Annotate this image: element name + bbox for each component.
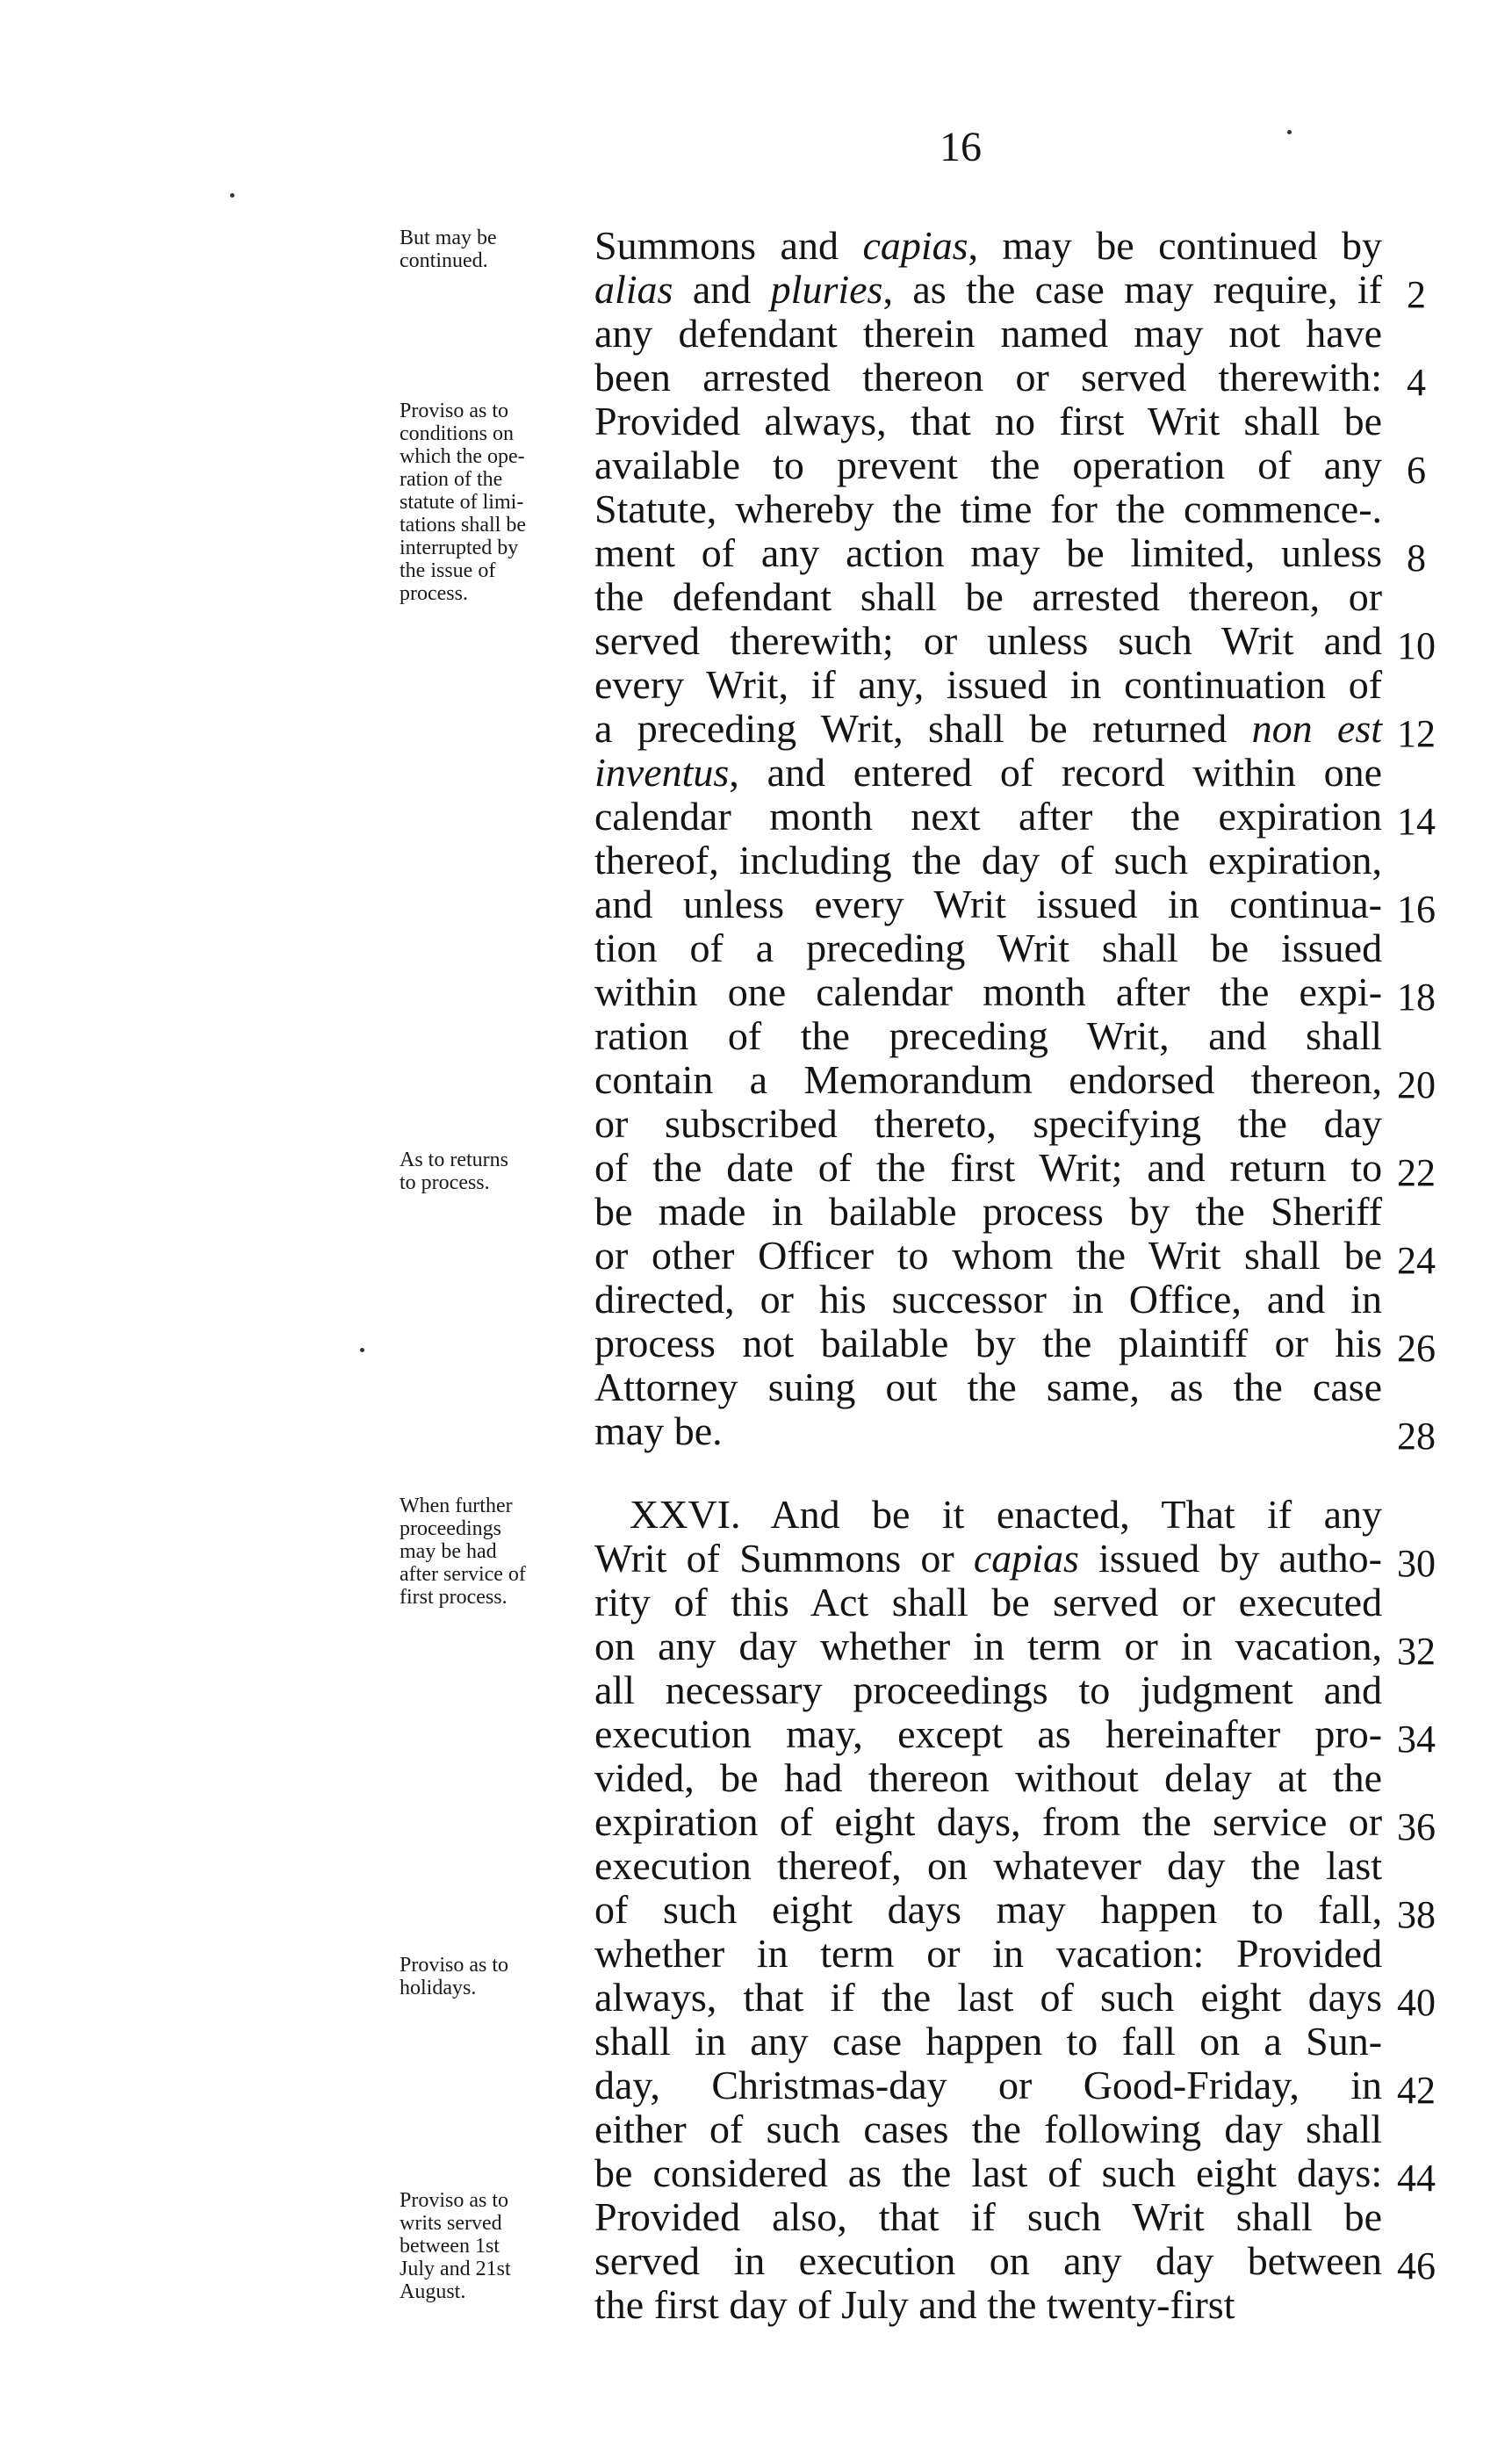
body-line: Provided always, that no first Writ shall be: [594, 399, 1383, 443]
line-number: 8: [1407, 537, 1426, 580]
body-line: or subscribed thereto, specifying the day: [594, 1101, 1383, 1146]
body-line: served in execution on any day between: [594, 2238, 1383, 2283]
line-number: 12: [1397, 712, 1436, 755]
margin-note: [400, 1495, 593, 1609]
body-line: ration of the preceding Writ, and shall: [594, 1013, 1383, 1058]
body-line: available to prevent the operation of any: [594, 443, 1383, 487]
body-line: rity of this Act shall be served or executed: [594, 1580, 1383, 1624]
line-number: 2: [1407, 273, 1426, 316]
body-line: be considered as the last of such eight days:: [594, 2150, 1383, 2195]
body-line: shall in any case happen to fall on a Sun-: [594, 2019, 1383, 2064]
body-line: the first day of July and the twenty-first: [594, 2282, 1235, 2327]
ink-speck: [1287, 130, 1292, 134]
body-line: all necessary proceedings to judgment and: [594, 1667, 1382, 1712]
margin-note-line: Proviso as to: [400, 400, 509, 422]
margin-note-line: the issue of: [400, 559, 496, 582]
ink-speck: [360, 1348, 364, 1352]
body-line: Attorney suing out the same, as the case: [594, 1365, 1383, 1409]
body-line: ment of any action may be limited, unless: [594, 530, 1383, 575]
body-line: of such eight days may happen to fall,: [594, 1887, 1383, 1932]
body-line: and unless every Writ issued in continua-: [594, 882, 1382, 926]
body-line: served therewith; or unless such Writ and: [594, 618, 1383, 663]
margin-note-line: statute of limi-: [400, 491, 524, 514]
margin-note-line: August.: [400, 2280, 466, 2303]
margin-note-line: tations shall be: [400, 514, 526, 537]
line-number: 26: [1397, 1327, 1436, 1370]
body-line: may be.: [594, 1408, 723, 1453]
margin-note: [400, 227, 593, 272]
body-line: a preceding Writ, shall be returned non est: [594, 706, 1383, 751]
margin-note-line: interrupted by: [400, 537, 519, 559]
margin-note: [400, 2189, 593, 2303]
line-number: 22: [1397, 1151, 1436, 1194]
body-line: of the date of the first Writ; and return to: [594, 1145, 1383, 1190]
line-number: 46: [1397, 2244, 1436, 2287]
body-line: any defendant therein named may not have: [594, 311, 1383, 356]
margin-note: [400, 400, 593, 605]
margin-note-line: may be had: [400, 1540, 497, 1563]
line-number: 28: [1397, 1415, 1436, 1458]
margin-note-line: between 1st: [400, 2235, 500, 2258]
body-line: inventus, and entered of record within one: [594, 750, 1383, 795]
body-line: execution thereof, on whatever day the last: [594, 1843, 1383, 1888]
line-number: 20: [1397, 1063, 1436, 1106]
line-number: 40: [1397, 1981, 1436, 2024]
margin-note-line: after service of: [400, 1563, 526, 1586]
body-line: whether in term or in vacation: Provided: [594, 1931, 1383, 1976]
margin-note: [400, 1149, 593, 1194]
body-line: either of such cases the following day shall: [594, 2107, 1383, 2151]
body-line: on any day whether in term or in vacation,: [594, 1624, 1382, 1668]
margin-note-line: Proviso as to: [400, 1954, 509, 1977]
body-line: thereof, including the day of such expiration,: [594, 838, 1382, 882]
body-line: vided, be had thereon without delay at the: [594, 1755, 1383, 1800]
body-line: Summons and capias, may be continued by: [594, 223, 1383, 268]
margin-note-line: When further: [400, 1495, 513, 1517]
line-number: 42: [1397, 2069, 1436, 2112]
body-line: the defendant shall be arrested thereon, or: [594, 574, 1383, 619]
margin-note-line: ration of the: [400, 468, 503, 491]
line-number: 6: [1407, 449, 1426, 492]
margin-note-line: As to returns: [400, 1149, 508, 1171]
line-number: 24: [1397, 1239, 1436, 1282]
margin-note-line: Proviso as to: [400, 2189, 509, 2212]
margin-note-line: continued.: [400, 249, 488, 272]
body-line: be made in bailable process by the Sheriff: [594, 1189, 1383, 1234]
body-line: always, that if the last of such eight days: [594, 1975, 1383, 2020]
body-line: calendar month next after the expiration: [594, 794, 1383, 839]
margin-note-line: proceedings: [400, 1517, 501, 1540]
line-number: 44: [1397, 2157, 1436, 2200]
page-number: 16: [940, 124, 982, 170]
body-line: Writ of Summons or capias issued by autho-: [594, 1536, 1382, 1581]
line-number: 14: [1397, 800, 1436, 843]
body-line: contain a Memorandum endorsed thereon,: [594, 1057, 1383, 1102]
body-line: every Writ, if any, issued in continuation of: [594, 662, 1383, 707]
body-line: execution may, except as hereinafter pro-: [594, 1711, 1383, 1756]
margin-note-line: which the ope-: [400, 445, 525, 468]
line-number: 16: [1397, 888, 1436, 931]
line-number: 38: [1397, 1893, 1436, 1936]
body-line: alias and pluries, as the case may require, if: [594, 267, 1383, 312]
margin-note-line: to process.: [400, 1171, 490, 1194]
line-number: 4: [1407, 361, 1426, 404]
margin-note-line: holidays.: [400, 1977, 477, 1999]
body-line: directed, or his successor in Office, and in: [594, 1277, 1383, 1322]
body-line: Statute, whereby the time for the commence-.: [594, 486, 1383, 531]
line-number: 18: [1397, 976, 1436, 1019]
margin-note-line: writs served: [400, 2212, 502, 2235]
line-number: 30: [1397, 1542, 1436, 1585]
line-number: 10: [1397, 624, 1436, 667]
margin-note: [400, 1954, 593, 1999]
body-line: or other Officer to whom the Writ shall be: [594, 1233, 1382, 1278]
body-line: been arrested thereon or served therewith:: [594, 355, 1383, 400]
body-line: XXVI. And be it enacted, That if any: [630, 1492, 1383, 1537]
body-line: Provided also, that if such Writ shall be: [594, 2194, 1383, 2239]
body-line: within one calendar month after the expi-: [594, 969, 1383, 1014]
margin-note-line: process.: [400, 582, 468, 605]
line-number: 34: [1397, 1718, 1436, 1761]
margin-note-line: But may be: [400, 227, 497, 249]
line-number: 36: [1397, 1805, 1436, 1848]
body-line: expiration of eight days, from the service or: [594, 1799, 1383, 1844]
body-line: day, Christmas-day or Good-Friday, in: [594, 2063, 1382, 2107]
margin-note-line: conditions on: [400, 422, 514, 445]
body-line: tion of a preceding Writ shall be issued: [594, 926, 1383, 970]
body-line: process not bailable by the plaintiff or his: [594, 1321, 1383, 1365]
ink-speck: [230, 193, 234, 198]
margin-note-line: July and 21st: [400, 2258, 511, 2280]
line-number: 32: [1397, 1630, 1436, 1673]
margin-note-line: first process.: [400, 1586, 508, 1609]
